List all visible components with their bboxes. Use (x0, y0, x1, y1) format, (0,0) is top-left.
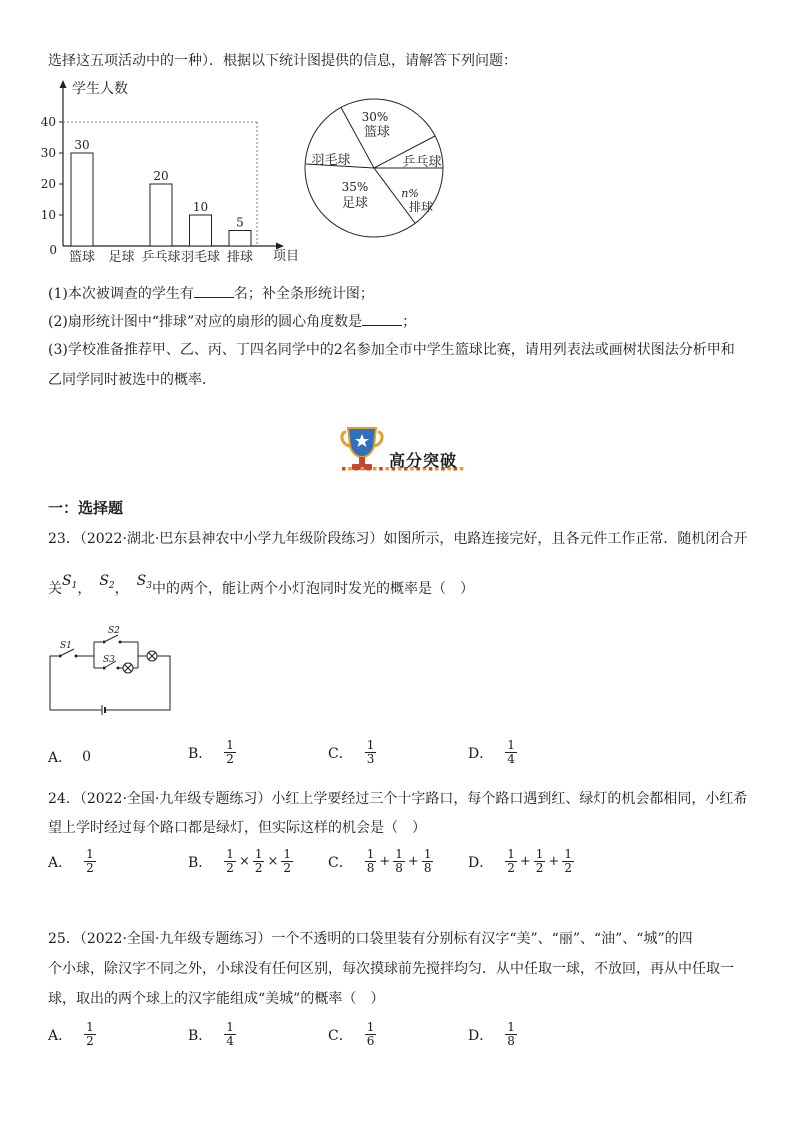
q25-line-3: 球，取出的两个球上的汉字能组成“美城”的概率（ ） (48, 991, 385, 1007)
q25-option-d[interactable]: D． $\frac{1}{8}$ (468, 1020, 515, 1048)
x-tick-label: 乒乓球 (141, 250, 181, 265)
section-banner-title: 高分突破 (389, 451, 458, 470)
bar (229, 231, 251, 247)
q23-option-b[interactable]: B． $\frac{1}{2}$ (188, 738, 234, 766)
y-tick-label: 20 (40, 177, 56, 191)
q24-option-a[interactable]: A． $\frac{1}{2}$ (48, 847, 94, 875)
q23-line-1: 23．（2022·湖北·巴东县神农中小学九年级阶段练习）如图所示，电路连接完好，且各元件工作正常．随机闭合开 (48, 531, 748, 547)
bar-value-label: 5 (236, 215, 244, 230)
svg-text:S1: S1 (60, 641, 72, 651)
y-axis-title: 学生人数 (72, 81, 128, 97)
banner-dot (348, 467, 352, 471)
section-title: 一：选择题 (48, 499, 124, 517)
question-1 (48, 283, 374, 303)
q25-option-c[interactable]: C． $\frac{1}{6}$ (328, 1020, 375, 1048)
bar-chart (40, 76, 300, 266)
bar (150, 184, 172, 246)
q24-line-1: 24．（2022·全国·九年级专题练习）小红上学要经过三个十字路口，每个路口遇到红、绿灯的机会都相同，小红希 (48, 791, 748, 807)
banner-dot (379, 467, 383, 471)
y-tick-label: 40 (40, 115, 56, 129)
intro-line: 选择这五项活动中的一种）．根据以下统计图提供的信息，请解答下列问题： (48, 53, 517, 69)
banner-dot (354, 467, 358, 471)
question-3-line-1: (3)学校准备推荐甲、乙、丙、丁四名同学中的2名参加全市中学生篮球比赛，请用列表法或画树状图法分析甲和 (48, 342, 735, 358)
banner-dot (460, 467, 464, 471)
q1-answer-blank[interactable] (194, 283, 234, 298)
svg-text:S2: S2 (108, 626, 120, 636)
q23-line-2: 关$S_1$， $S_2$， $S_3$中的两个，能让两个小灯泡同时发光的概率是（ ） (48, 573, 474, 597)
question-3-line-2: 乙同学同时被选中的概率． (48, 372, 216, 388)
q23-option-d[interactable]: D． $\frac{1}{4}$ (468, 738, 515, 766)
pie-label-badminton: 羽毛球 (311, 153, 351, 168)
question-2 (48, 311, 416, 331)
q24-option-b[interactable]: B． $\frac{1}{2}$ × $\frac{1}{2}$ × $\frac{1}{2}$ (188, 847, 292, 875)
switch-s2 (104, 635, 118, 642)
banner-dot (342, 467, 346, 471)
svg-text:S3: S3 (103, 655, 115, 665)
bar-value-label: 20 (153, 169, 169, 183)
pie-chart (300, 98, 470, 248)
x-tick-label: 羽毛球 (180, 250, 221, 265)
q2-suffix: ； (402, 314, 417, 330)
x-tick-label: 排球 (226, 250, 254, 265)
y-axis-arrow (60, 80, 67, 88)
pie-label-football: 足球 (341, 196, 369, 211)
q2-prefix: (2)扇形统计图中“排球”对应的扇形的圆心角度数是 (48, 314, 363, 330)
pie-percent-volleyball: n% (401, 187, 419, 200)
q25-option-b[interactable]: B． $\frac{1}{4}$ (188, 1020, 234, 1048)
q1-suffix: 名；补全条形统计图； (233, 286, 374, 302)
x-tick-label: 足球 (108, 250, 135, 265)
pie-label-basketball: 篮球 (363, 125, 391, 140)
banner-dot (373, 467, 377, 471)
x-tick-label: 篮球 (68, 250, 96, 265)
bar-value-label: 30 (74, 138, 90, 152)
banner-dot (361, 467, 365, 471)
q1-prefix: (1)本次被调查的学生有 (48, 286, 194, 302)
circuit-diagram (46, 624, 178, 716)
pie-label-pingpong: 乒乓球 (402, 155, 442, 170)
q2-answer-blank[interactable] (362, 311, 402, 326)
q25-line-2: 个小球，除汉字不同之外，小球没有任何区别，每次摸球前先搅拌均匀．从中任取一球，不放回，再从中任取一 (48, 961, 734, 977)
x-axis-title: 项目 (273, 249, 300, 264)
pie-label-volleyball: 排球 (408, 200, 434, 214)
q23-option-a[interactable]: A． 0 (48, 749, 92, 766)
q25-line-1: 25．（2022·全国·九年级专题练习）一个不透明的口袋里装有分别标有汉字“美”、“丽”、“油”、“城”的四 (48, 931, 693, 947)
y-tick-label: 0 (49, 243, 57, 257)
q24-option-c[interactable]: C． $\frac{1}{8}$ + $\frac{1}{8}$ + $\frac{1}{8}$ (328, 847, 432, 875)
bar (190, 215, 212, 246)
q25-option-a[interactable]: A． $\frac{1}{2}$ (48, 1020, 94, 1048)
pie-percent-football: 35% (341, 180, 369, 194)
q24-line-2: 望上学时经过每个路口都是绿灯，但实际这样的机会是（ ） (48, 820, 426, 836)
y-tick-label: 10 (40, 208, 56, 222)
q23-option-c[interactable]: C． $\frac{1}{3}$ (328, 738, 375, 766)
pie-percent-basketball: 30% (361, 110, 389, 124)
bar-value-label: 10 (192, 200, 209, 214)
banner-dot (367, 467, 371, 471)
q24-option-d[interactable]: D． $\frac{1}{2}$ + $\frac{1}{2}$ + $\frac{1}{2}$ (468, 847, 572, 875)
y-tick-label: 30 (40, 146, 56, 160)
bar (71, 153, 93, 246)
